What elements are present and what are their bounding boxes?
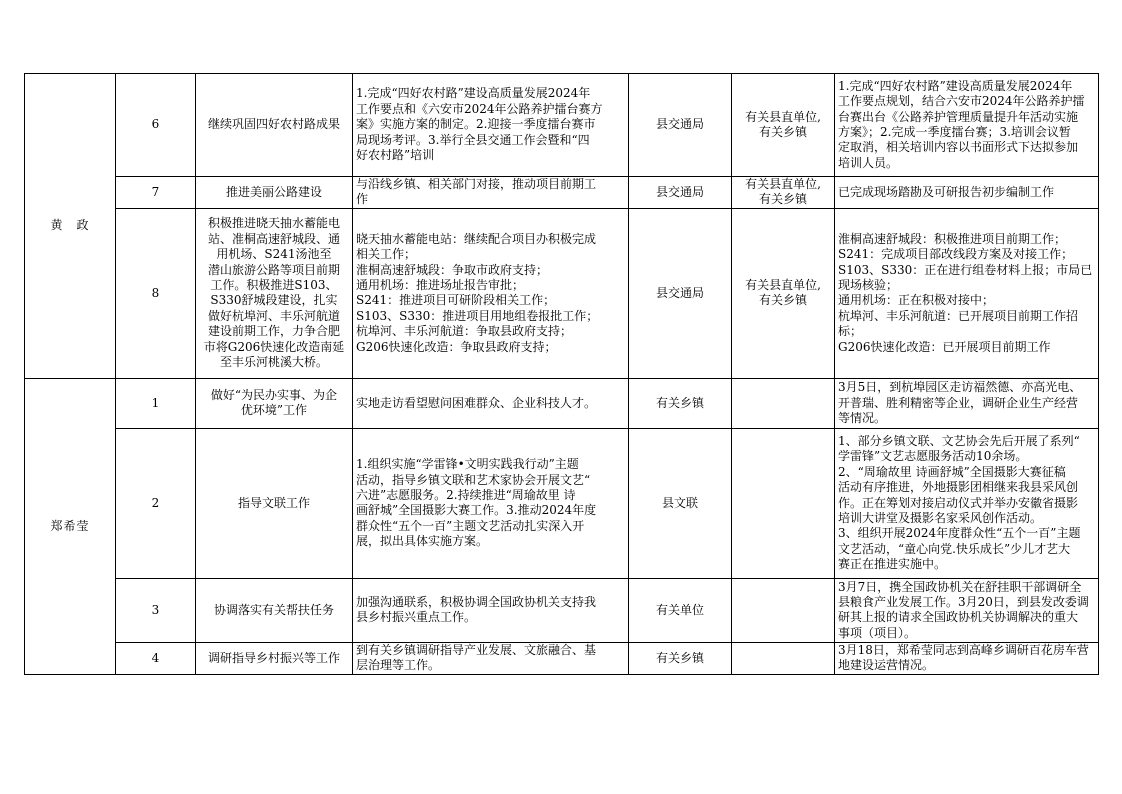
text-line: 做好杭埠河、丰乐河航道 (207, 308, 340, 323)
text-line: 淮桐高速舒城段：积极推进项目前期工作； (838, 231, 1067, 246)
row-number-cell: 4 (116, 642, 196, 674)
table-row (25, 177, 1099, 209)
text-line: 活动有序推进，外地摄影团相继来我县采风创 (838, 480, 1079, 495)
text-line: 画舒城”全国摄影大赛工作。3.推动2024年度 (356, 503, 597, 518)
text-line: 积极推进晓天抽水蓄能电 (207, 216, 340, 231)
text-line: 局现场考评。3.举行全县交通工作会暨和“四 (356, 132, 590, 147)
text-line: 群众性“五个一百”主题文艺活动扎实深入开 (356, 518, 585, 533)
task-cell (196, 578, 353, 642)
lead-unit-cell: 县交通局 (629, 208, 732, 378)
text-line: 现场核验； (838, 277, 899, 292)
row-number-cell: 2 (116, 428, 196, 578)
row-number-cell: 6 (116, 74, 196, 177)
text-line: 通用机场：推进场址报告审批； (356, 277, 525, 292)
progress-cell (835, 208, 1099, 378)
task-cell (196, 177, 353, 209)
text-line: 赛正在推进实施中。 (838, 557, 947, 572)
row-number-cell: 8 (116, 208, 196, 378)
text-line: 培训大讲堂及摄影名家采风创作活动。 (838, 511, 1043, 526)
text-line: 1.组织实施“学雷锋•文明实践我行动”主题 (356, 457, 579, 472)
cooperating-unit-cell (732, 74, 835, 177)
text-line: 2、“周瑜故里 诗画舒城”全国摄影大赛征稿 (838, 464, 1066, 479)
table-row (25, 74, 1099, 177)
text-line: 站、准桐高速舒城段、通 (207, 231, 340, 246)
text-line: 文艺活动，“童心向党.快乐成长”少儿才艺大 (838, 541, 1071, 556)
lead-unit-cell: 有关乡镇 (629, 642, 732, 674)
progress-cell (835, 74, 1099, 177)
text-line: 市将G206快速化改造南延 (203, 339, 345, 354)
lead-unit-cell: 县文联 (629, 428, 732, 578)
text-line: 推进美丽公路建设 (225, 184, 322, 199)
progress-cell (835, 378, 1099, 428)
text-line: 标； (838, 324, 863, 339)
progress-cell (835, 428, 1099, 578)
text-line: 实地走访看望慰问困难群众、企业科技人才。 (356, 395, 597, 410)
text-line: 有关乡镇 (758, 293, 807, 308)
plan-cell (353, 428, 629, 578)
text-line: 工作要点和《六安市2024年公路养护擂台赛方 (356, 101, 603, 116)
plan-cell (353, 642, 629, 674)
plan-cell (353, 378, 629, 428)
text-line: 有关县直单位, (745, 177, 821, 191)
table-row (25, 428, 1099, 578)
task-cell (196, 74, 353, 177)
task-cell (196, 378, 353, 428)
text-line: 事项（项目）。 (838, 625, 917, 640)
cooperating-unit-cell (732, 642, 835, 674)
plan-cell (353, 208, 629, 378)
text-line: S241：完成项目部改线段方案及对接工作； (838, 247, 1074, 262)
text-line: S330舒城段建设，扎实 (210, 293, 338, 308)
text-line: 3、组织开展2024年度群众性“五个一百”主题 (838, 526, 1081, 541)
text-line: 等情况。 (838, 411, 887, 426)
text-line: 加强沟通联系，积极协调全国政协机关支持我 (356, 594, 597, 609)
text-line: 作 (356, 192, 369, 207)
text-line: 县乡村振兴重点工作。 (356, 610, 477, 625)
text-line: 与沿线乡镇、相关部门对接，推动项目前期工 (356, 177, 597, 191)
text-line: 1.完成“四好农村路”建设高质量发展2024年 (356, 86, 591, 101)
cooperating-unit-cell (732, 378, 835, 428)
text-line: 建设前期工作，力争合肥 (207, 324, 340, 339)
lead-unit-cell: 县交通局 (629, 74, 732, 177)
text-line: S103、S330：正在进行组卷材料上报；市局已 (838, 262, 1093, 277)
cooperating-unit-cell (732, 177, 835, 209)
table-body (25, 74, 1099, 675)
text-line: 指导文联工作 (237, 495, 310, 510)
text-line: G206快速化改造：已开展项目前期工作 (838, 339, 1051, 354)
lead-unit-cell: 有关单位 (629, 578, 732, 642)
text-line: 1.完成“四好农村路”建设高质量发展2024年 (838, 78, 1073, 93)
text-line: 协调落实有关帮扶任务 (213, 602, 334, 617)
text-line: 优环境”工作 (240, 403, 308, 418)
text-line: 开普瑞、胜利精密等企业，调研企业生产经营 (838, 395, 1079, 410)
task-cell (196, 428, 353, 578)
lead-unit-cell: 有关乡镇 (629, 378, 732, 428)
work-plan-table (24, 73, 1099, 675)
text-line: 用机场、S241汤池至 (216, 247, 332, 262)
text-line: 做好“为民办实事、为企 (210, 387, 338, 402)
text-line: 通用机场：正在积极对接中； (838, 293, 995, 308)
leader-cell: 黄 政 (25, 74, 116, 379)
text-line: 地建设运营情况。 (838, 658, 935, 673)
text-line: 到有关乡镇调研指导产业发展、文旅融合、基 (356, 642, 597, 657)
text-line: 继续巩固四好农村路成果 (207, 117, 340, 132)
table-row (25, 208, 1099, 378)
row-number-cell: 7 (116, 177, 196, 209)
text-line: 晓天抽水蓄能电站：继续配合项目办积极完成 (356, 231, 597, 246)
text-line: 已完成现场踏勘及可研报告初步编制工作 (838, 184, 1055, 199)
text-line: 淮桐高速舒城段：争取市政府支持； (356, 262, 549, 277)
row-number-cell: 1 (116, 378, 196, 428)
lead-unit-cell: 县交通局 (629, 177, 732, 209)
progress-cell (835, 177, 1099, 209)
text-line: 展，拟出具体实施方案。 (356, 534, 489, 549)
table-row (25, 378, 1099, 428)
text-line: 有关乡镇 (758, 125, 807, 139)
text-line: G206快速化改造：争取县政府支持； (356, 339, 557, 354)
text-line: 活动，指导乡镇文联和艺术家协会开展文艺“ (356, 472, 591, 487)
text-line: 潜山旅游公路等项目前期 (207, 262, 340, 277)
text-line: 方案》；2.完成一季度擂台赛；3.培训会议暂 (838, 125, 1071, 139)
cooperating-unit-cell (732, 578, 835, 642)
table-row (25, 642, 1099, 674)
text-line: 县粮食产业发展工作。3月20日，到县发改委调 (838, 594, 1089, 609)
task-cell (196, 642, 353, 674)
text-line: 1、部分乡镇文联、文艺协会先后开展了系列“ (838, 433, 1080, 448)
text-line: 工作。积极推进S103、 (210, 277, 338, 292)
task-cell (196, 208, 353, 378)
text-line: 六进”志愿服务。2.持续推进“周瑜故里 诗 (356, 487, 576, 502)
plan-cell (353, 578, 629, 642)
plan-cell (353, 177, 629, 209)
text-line: 台赛出台《公路养护管理质量提升年活动实施 (838, 109, 1079, 124)
text-line: 至丰乐河桃溪大桥。 (219, 354, 328, 369)
cooperating-unit-cell (732, 428, 835, 578)
text-line: 工作要点规划，结合六安市2024年公路养护擂 (838, 94, 1085, 109)
text-line: 杭埠河、丰乐河航道：已开展项目前期工作招 (838, 308, 1079, 323)
text-line: 杭埠河、丰乐河航道：争取县政府支持； (356, 324, 573, 339)
text-line: 定取消，相关培训内容以书面形式下达拟参加 (838, 140, 1079, 155)
leader-cell: 郑希莹 (25, 378, 116, 674)
text-line: 作。正在筹划对接启动仪式并举办安徽省摄影 (838, 495, 1079, 510)
cooperating-unit-cell (732, 208, 835, 378)
text-line: 好农村路”培训 (356, 148, 435, 163)
text-line: S241：推进项目可研阶段相关工作； (356, 293, 556, 308)
progress-cell (835, 578, 1099, 642)
text-line: 3月5日，到杭埠园区走访福然德、亦高光电、 (838, 380, 1082, 395)
text-line: 有关县直单位, (745, 277, 821, 292)
text-line: 有关乡镇 (758, 192, 807, 207)
row-number-cell: 3 (116, 578, 196, 642)
text-line: 有关县直单位, (745, 109, 821, 124)
plan-cell (353, 74, 629, 177)
text-line: 调研指导乡村振兴等工作 (207, 650, 340, 665)
text-line: S103、S330：推进项目用地组卷报批工作； (356, 308, 599, 323)
progress-cell (835, 642, 1099, 674)
text-line: 研其上报的请求全国政协机关协调解决的重大 (838, 610, 1079, 625)
text-line: 学雷锋”文艺志愿服务活动10余场。 (838, 449, 1028, 464)
table-row (25, 578, 1099, 642)
text-line: 3月18日，郑希莹同志到高峰乡调研百花房车营 (838, 642, 1089, 657)
text-line: 案》实施方案的制定。2.迎接一季度擂台赛市 (356, 117, 596, 132)
text-line: 3月7日，携全国政协机关在舒挂职干部调研全 (838, 579, 1082, 594)
text-line: 层治理等工作。 (356, 658, 441, 673)
text-line: 培训人员。 (838, 155, 899, 170)
text-line: 相关工作； (356, 247, 417, 262)
